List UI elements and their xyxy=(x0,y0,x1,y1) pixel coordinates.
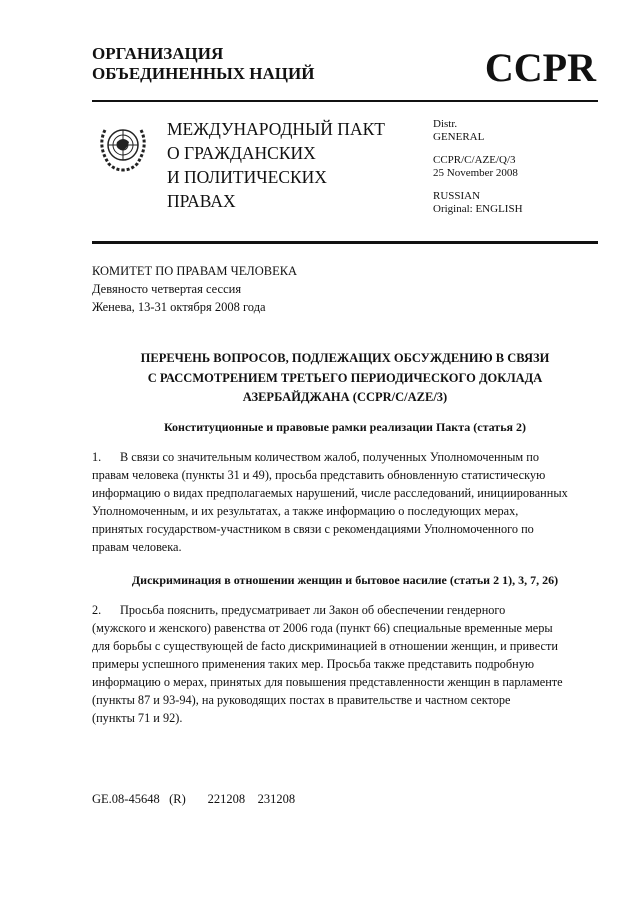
covenant-line: О ГРАЖДАНСКИХ xyxy=(167,143,316,163)
venue-dates: Женева, 13-31 октября 2008 года xyxy=(92,300,266,314)
document-language: RUSSIAN xyxy=(433,190,481,202)
paragraph-line: информацию о мерах, принятых для повышения представленности женщин в парламенте xyxy=(92,675,563,689)
original-language: Original: ENGLISH xyxy=(433,203,523,215)
header-bottom-divider xyxy=(92,241,598,244)
document-series-symbol: CCPR xyxy=(484,45,596,90)
section-heading: Конституционные и правовые рамки реализации Пакта (статья 2) xyxy=(163,420,527,434)
document-title xyxy=(92,349,598,408)
org-line: ОБЪЕДИНЕННЫХ НАЦИЙ xyxy=(92,64,315,83)
paragraph-line: правам человека. xyxy=(92,540,182,554)
paragraph-line: примеры успешного применения таких мер. Просьба также представить подробную xyxy=(92,657,535,671)
paragraph-line: правам человека (пункты 31 и 49), просьба представить обновленную статистическую xyxy=(92,468,546,482)
paragraph-number: 2. xyxy=(92,603,102,617)
covenant-line: МЕЖДУНАРОДНЫЙ ПАКТ xyxy=(167,119,385,139)
title-line: С РАССМОТРЕНИЕМ ТРЕТЬЕГО ПЕРИОДИЧЕСКОГО ДОКЛАДА xyxy=(147,370,543,385)
paragraph-1 xyxy=(92,448,612,556)
paragraph-line: для борьбы с существующей de facto дискриминацией в отношении женщин, и привести xyxy=(92,639,558,653)
session: Девяносто четвертая сессия xyxy=(92,282,242,296)
top-divider xyxy=(92,100,598,102)
covenant-title xyxy=(167,117,385,213)
committee-info xyxy=(92,262,297,316)
footer-job-number: GE.08-45648 (R) 221208 231208 xyxy=(92,792,296,806)
paragraph-line: В связи со значительным количеством жалоб, полученных Уполномоченным по xyxy=(120,450,539,464)
paragraph-line: (пункты 87 и 93-94), на руководящих постах в правительстве и частном секторе xyxy=(92,693,511,707)
paragraph-line: Просьба пояснить, предусматривает ли Закон об обеспечении гендерного xyxy=(120,603,506,617)
org-line: ОРГАНИЗАЦИЯ xyxy=(92,44,224,63)
covenant-line: ПРАВАХ xyxy=(167,191,236,211)
paragraph-line: Уполномоченным, и их результатах, а также информацию о последующих мерах, xyxy=(92,504,519,518)
paragraph-2 xyxy=(92,601,612,727)
distr-label: Distr. xyxy=(433,118,458,130)
document-symbol: CCPR/C/AZE/Q/3 xyxy=(433,154,516,166)
committee-name: КОМИТЕТ ПО ПРАВАМ ЧЕЛОВЕКА xyxy=(92,264,298,278)
document-metadata xyxy=(433,118,523,216)
section-heading: Дискриминация в отношении женщин и бытовое насилие (статьи 2 1), 3, 7, 26) xyxy=(131,573,559,587)
paragraph-line: (пункты 71 и 92). xyxy=(92,711,183,725)
paragraph-line: информацию о видах предполагаемых нарушений, числе расследований, инициированных xyxy=(92,486,568,500)
title-line: ПЕРЕЧЕНЬ ВОПРОСОВ, ПОДЛЕЖАЩИХ ОБСУЖДЕНИЮ В СВЯЗИ xyxy=(140,351,550,365)
paragraph-line: принятых государством-участником в связи с рекомендациями Уполномоченного по xyxy=(92,522,534,536)
paragraph-number: 1. xyxy=(92,450,102,464)
paragraph-line: (мужского и женского) равенства от 2006 года (пункт 66) специальные временные меры xyxy=(92,621,553,635)
distribution: GENERAL xyxy=(433,131,485,143)
un-emblem-icon xyxy=(95,118,151,174)
organization-name xyxy=(92,44,314,84)
document-date: 25 November 2008 xyxy=(433,167,518,179)
title-line: АЗЕРБАЙДЖАНА (CCPR/C/AZE/3) xyxy=(242,390,448,404)
covenant-line: И ПОЛИТИЧЕСКИХ xyxy=(167,167,327,187)
